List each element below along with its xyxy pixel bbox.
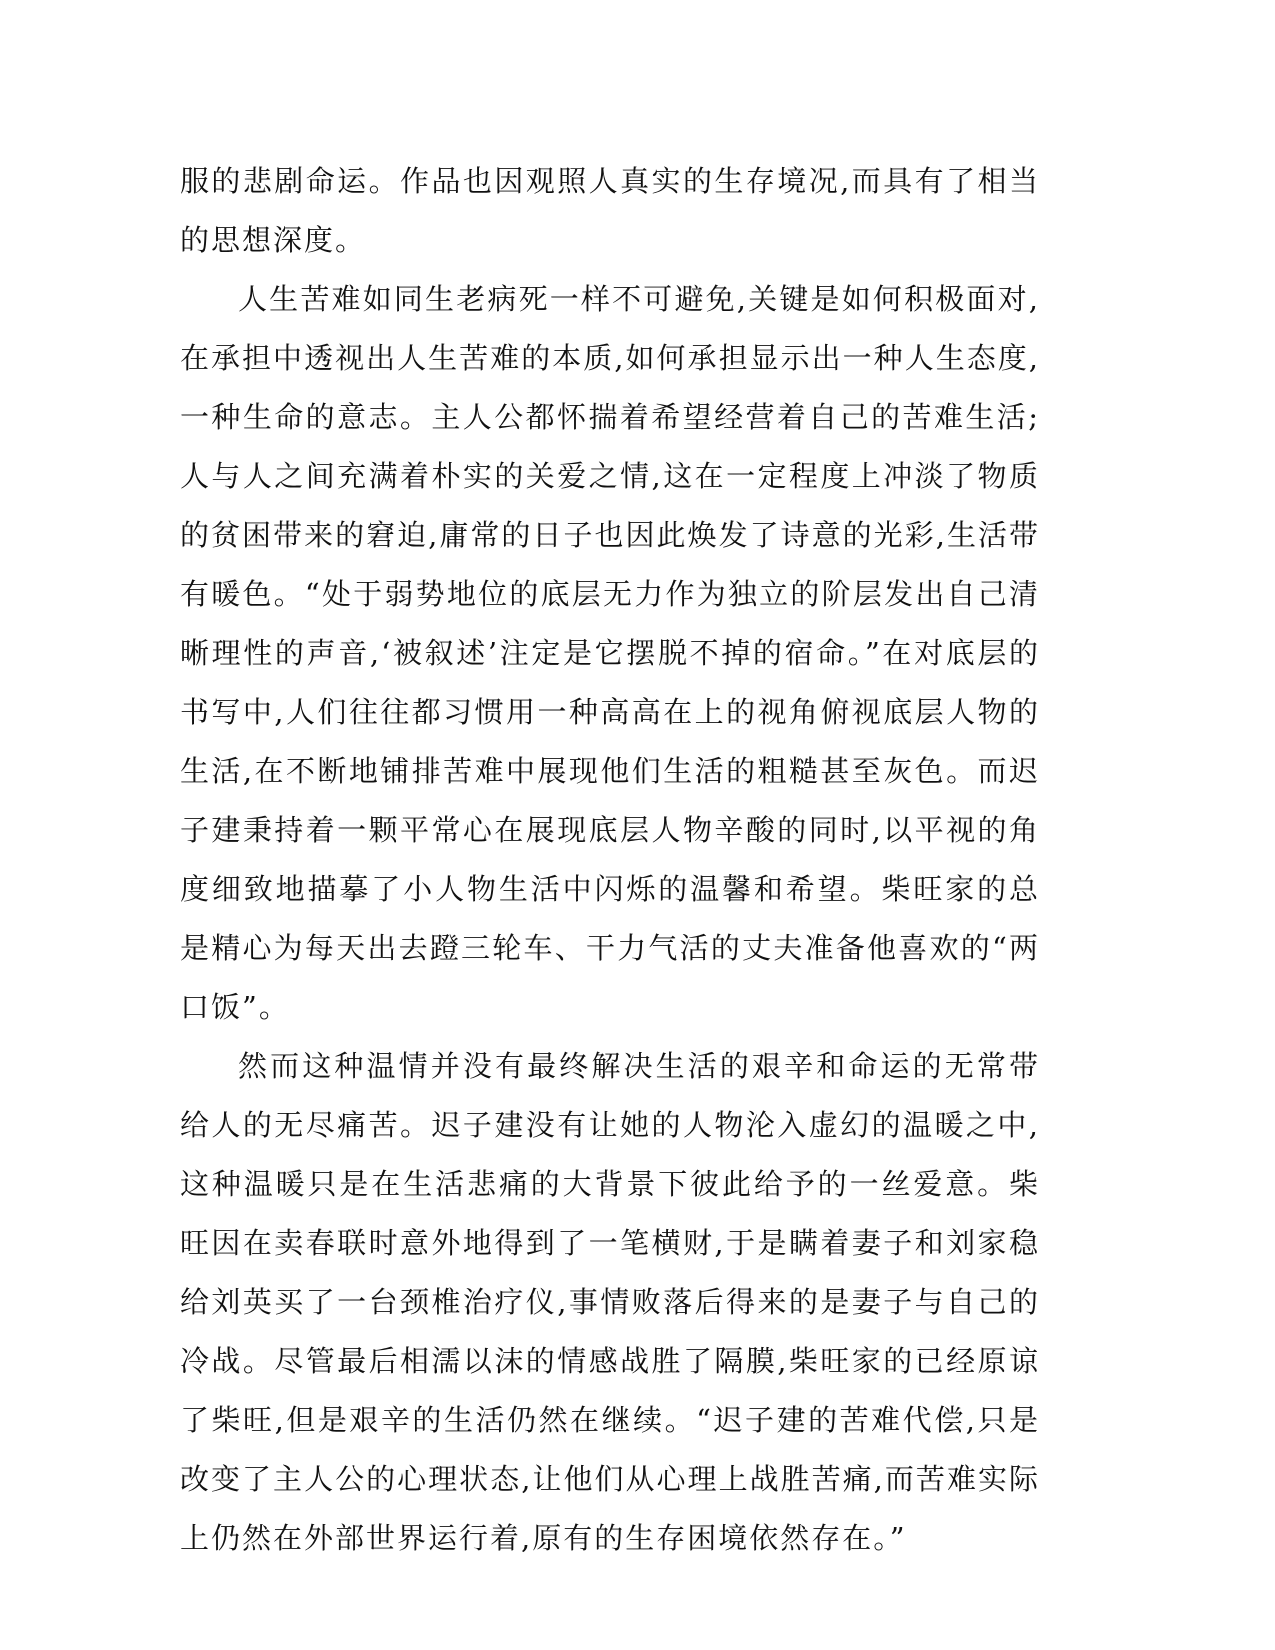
paragraph-warmth: 然而这种温情并没有最终解决生活的艰辛和命运的无常带给人的无尽痛苦。迟子建没有让她的人物沦入虚幻的温暖之中,这种温暖只是在生活悲痛的大背景下彼此给予的一丝爱意。柴旺因在卖春联时意外地得到了一笔横财,于是瞒着妻子和刘家稳给刘英买了一台颈椎治疗仪,事情败落后得来的是妻子与自己的冷战。尽管最后相濡以沫的情感战胜了隔膜,柴旺家的已经原谅了柴旺,但是艰辛的生活仍然在继续。“迟子建的苦难代偿,只是改变了主人公的心理状态,让他们从心理上战胜苦痛,而苦难实际上仍然在外部世界运行着,原有的生存困境依然存在。” — [180, 1049, 1040, 1555]
paragraph-continued: 服的悲剧命运。作品也因观照人真实的生存境况,而具有了相当的思想深度。 — [180, 164, 1040, 257]
paragraph-suffering: 人生苦难如同生老病死一样不可避免,关键是如何积极面对,在承担中透视出人生苦难的本质,如何承担显示出一种人生态度,一种生命的意志。主人公都怀揣着希望经营着自己的苦难生活;人与人之间充满着朴实的关爱之情,这在一定程度上冲淡了物质的贫困带来的窘迫,庸常的日子也因此焕发了诗意的光彩,生活带有暖色。“处于弱势地位的底层无力作为独立的阶层发出自己清晰理性的声音,‘被叙述’注定是它摆脱不掉的宿命。”在对底层的书写中,人们往往都习惯用一种高高在上的视角俯视底层人物的生活,在不断地铺排苦难中展现他们生活的粗糙甚至灰色。而迟子建秉持着一颗平常心在展现底层人物辛酸的同时,以平视的角度细致地描摹了小人物生活中闪烁的温馨和希望。柴旺家的总是精心为每天出去蹬三轮车、干力气活的丈夫准备他喜欢的“两口饭”。 — [180, 282, 1040, 1024]
body-text — [180, 152, 1040, 1568]
